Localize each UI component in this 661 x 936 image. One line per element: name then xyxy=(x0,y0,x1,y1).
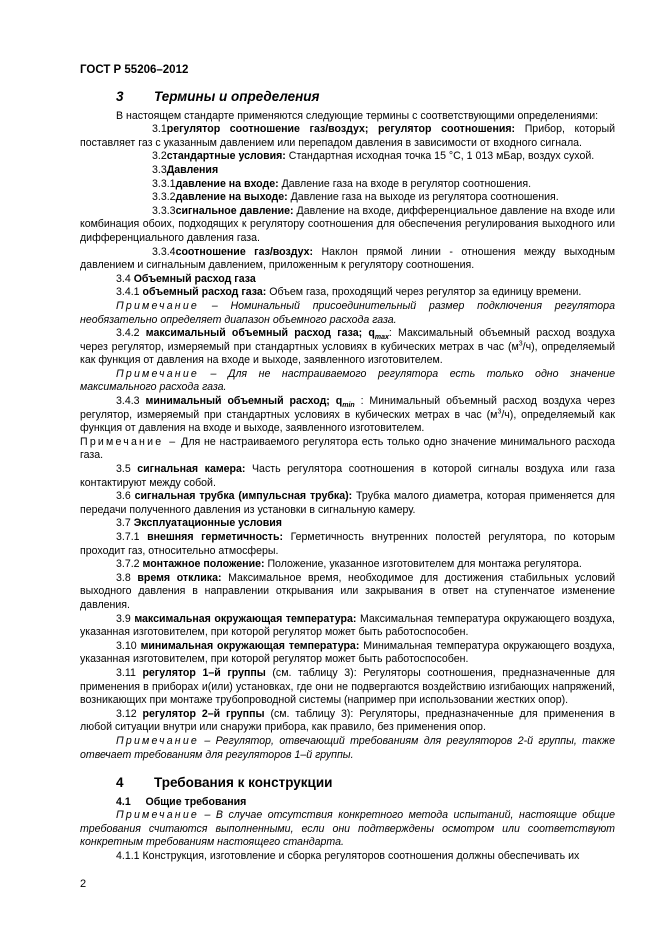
standard-header: ГОСТ Р 55206–2012 xyxy=(80,64,189,76)
intro-paragraph: В настоящем стандарте применяются следующие термины с соответствующими определениями: xyxy=(116,109,599,122)
note-3-4-1: Примечание – Номинальный присоединительный размер подключения регулятора необязательно определяет диапазон объемного расхода газа. xyxy=(80,299,615,326)
note-3-4-2: Примечание – Для не настраиваемого регулятора есть только одно значение максимального расхода газа. xyxy=(80,367,615,394)
term-3-9: 3.9 максимальная окружающая температура: Максимальная температура окружающего воздуха, указанная изготовителем, при которой регулятор может быть работоспособен. xyxy=(80,612,615,639)
term-3-7-1: 3.7.1 внешняя герметичность: Герметичность внутренних полостей регулятора, по которым проходит газ, относительно атмосферы. xyxy=(80,531,616,557)
term-3-3-3: 3.3.3сигнальное давление: Давление на входе, дифференциальное давление на входе или комбинация обоих, подходящих к регулятору соотношения для обеспечения регулирования выходного или дифференциального давления газа. xyxy=(80,204,615,244)
term-3-12: 3.12 регулятор 2–й группы (см. таблицу 3): Регуляторы, предназначенные для применения в любой ситуации внутри или снаружи прибора, как правило, без применения опор. xyxy=(80,707,616,734)
note-4-1: Примечание – В случае отсутствия конкретного метода испытаний, настоящие общие требования считаются выполненными, если они подтверждены осмотром или соответствуют конкретным требованиям настоящего стандарта. xyxy=(80,809,615,849)
term-3-3-2: 3.3.2давление на выходе: Давление газа на выходе из регулятора соотношения. xyxy=(152,191,559,204)
section-3-heading: 3 Термины и определения xyxy=(116,89,320,104)
term-3-4-1: 3.4.1 объемный расход газа: Объем газа, проходящий через регулятор за единицу времени. xyxy=(116,286,582,299)
note-3-12: Примечание – Регулятор, отвечающий требованиям для регуляторов 2-й группы, также отвечает требованиям для регуляторов 1–й группы. xyxy=(80,734,615,761)
term-3-7-2: 3.7.2 монтажное положение: Положение, указанное изготовителем для монтажа регулятора. xyxy=(116,558,582,571)
term-3-3: 3.3Давления xyxy=(152,163,219,176)
term-3-4-2: 3.4.2 максимальный объемный расход газа; $q_{max}$: Максимальный объемный расход воздуха через регулятор, измеряемый при стандартных условиях в кубических метрах в час $(м^3/ч)$, определяемый как функция от давления на входе и выходе, заявленного изготовителем. xyxy=(80,327,615,367)
term-3-5: 3.5 сигнальная камера: Часть регулятора соотношения в которой сигналы воздуха или газа контактируют между собой. xyxy=(80,463,615,489)
term-3-1: 3.1регулятор соотношение газ/воздух; регулятор соотношения: Прибор, который поставляет газ с указанным давлением или перепадом давления в зависимости от входного сигнала. xyxy=(80,123,615,149)
paragraph-4-1-1: 4.1.1 Конструкция, изготовление и сборка регуляторов соотношения должны обеспечивать их xyxy=(116,850,580,863)
term-3-4: 3.4 Объемный расход газа xyxy=(116,272,256,285)
term-3-3-1: 3.3.1давление на входе: Давление газа на входе в регулятор соотношения. xyxy=(152,177,532,190)
page-number: 2 xyxy=(80,878,87,890)
term-3-11: 3.11 регулятор 1–й группы (см. таблицу 3): Регуляторы соотношения, предназначенные для применения в приборах и(или) установках, где они не подвергаются воздействию изгибающих напряжений, возникающих при монтаже трубопроводной системы (например при использовании жестких опор). xyxy=(80,666,616,707)
term-3-3-4: 3.3.4соотношение газ/воздух: Наклон прямой линии - отношения между выходным давлением и сигнальным давлением, приложенным к регулятору соотношения. xyxy=(80,245,615,272)
term-3-2: 3.2стандартные условия: Стандартная исходная точка 15 °С, 1 013 мБар, воздух сухой. xyxy=(152,150,595,163)
term-3-7: 3.7 Эксплуатационные условия xyxy=(116,517,282,530)
section-4-heading: 4 Требования к конструкции xyxy=(116,775,333,791)
term-3-8: 3.8 время отклика: Максимальное время, необходимое для достижения стабильных условий выходного давления в направлении открывания или закрывания в ответ на ступенчатое изменение давления. xyxy=(80,571,615,611)
term-3-4-3: 3.4.3 минимальный объемный расход; $q_{min}$ : Минимальный объемный расход воздуха через регулятор, измеряемый при стандартных условиях в кубических метрах в час $(м^3/ч)$, определяемый как функция от давления на входе и выходе, заявленного изготовителем. xyxy=(80,395,616,435)
term-3-10: 3.10 минимальная окружающая температура: Минимальная температура окружающего воздуха, указанная изготовителем, при которой регулятор может быть работоспособен. xyxy=(80,639,615,666)
note-3-4-3: Примечание – Для не настраиваемого регулятора есть только одно значение минимального расхода газа. xyxy=(80,435,615,462)
term-3-6: 3.6 сигнальная трубка (импульсная трубка): Трубка малого диаметра, которая применяется для передачи полученного давления из установки в сигнальную камеру. xyxy=(80,490,615,516)
document-body xyxy=(80,90,615,864)
subsection-4-1-heading: 4.1 Общие требования xyxy=(116,795,247,808)
